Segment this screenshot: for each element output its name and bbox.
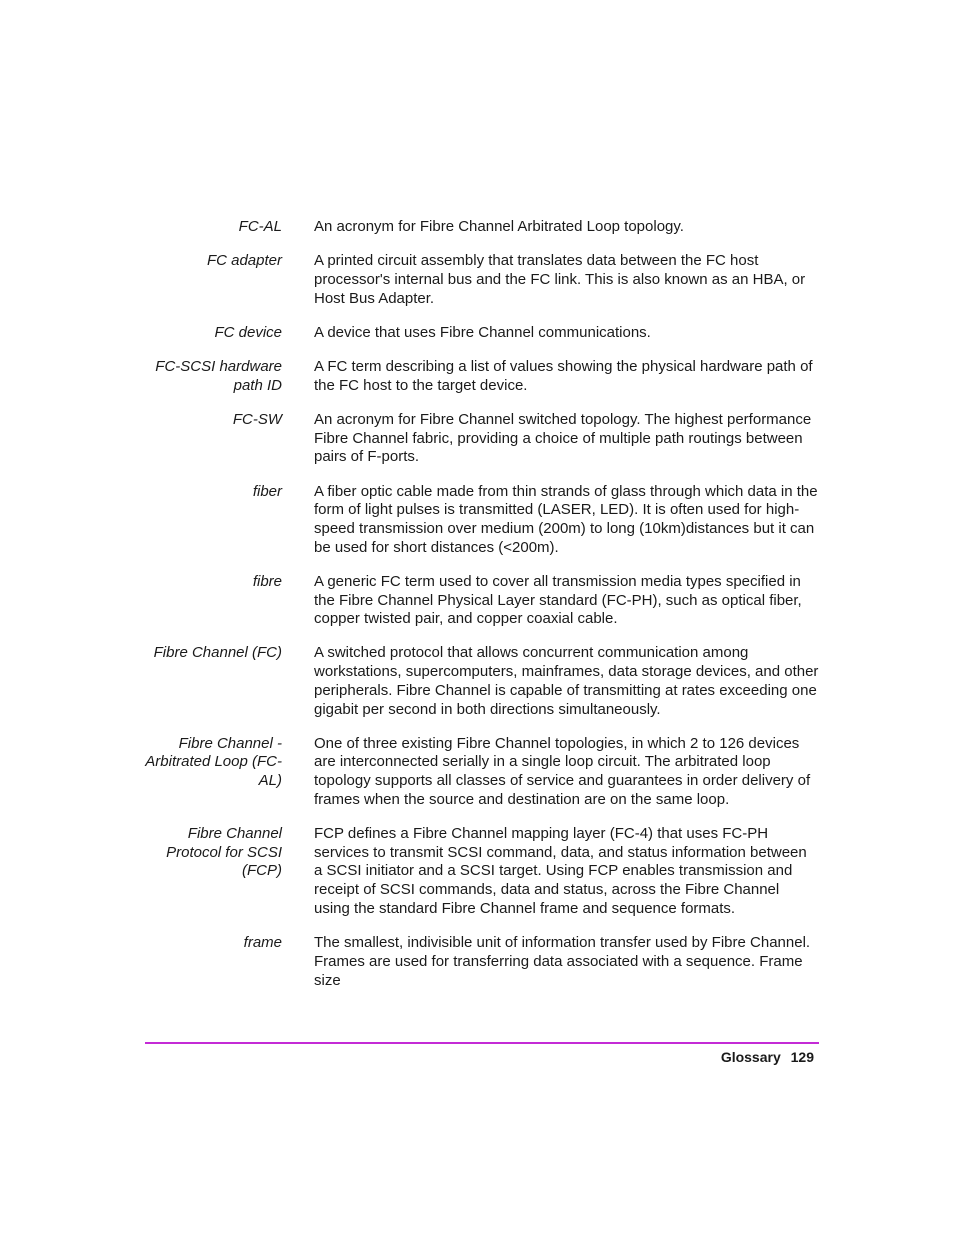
glossary-term: FC adapter [206, 252, 282, 270]
glossary-entry [0, 218, 954, 237]
glossary-definition: The smallest, indivisible unit of information transfer used by Fibre Channel. Frames are used for transferring data associated with a sequence. Frame size [314, 934, 811, 989]
page-footer [721, 1049, 814, 1065]
glossary-term: FC-AL [238, 218, 282, 235]
glossary-entry [0, 644, 954, 719]
glossary-entry [0, 573, 954, 629]
glossary-entry [0, 825, 954, 919]
glossary-entry [0, 358, 954, 395]
glossary-term: FC device [214, 323, 282, 341]
glossary-term: Fibre Channel - Arbitrated Loop (FC-AL) [145, 734, 282, 790]
glossary-term: fiber [252, 482, 282, 500]
glossary-term: Fibre Channel (FC) [153, 644, 282, 662]
glossary-definition: A device that uses Fibre Channel communications. [314, 323, 651, 341]
footer-divider [145, 1042, 819, 1044]
glossary-list [0, 218, 954, 1006]
glossary-definition: An acronym for Fibre Channel switched topology. The highest performance Fibre Channel fabric, providing a choice of multiple path routings between pairs of F-ports. [314, 410, 812, 466]
glossary-definition: FCP defines a Fibre Channel mapping layer (FC-4) that uses FC-PH services to transmit SCSI command, data, and status information between a SCSI initiator and a SCSI target. Using FCP enables transmission and receipt of SCSI commands, data and status, across the Fibre Channel using the standard Fibre Channel frame and sequence formats. [314, 825, 807, 917]
glossary-definition: One of three existing Fibre Channel topologies, in which 2 to 126 devices are interconnected serially in a single loop circuit. The arbitrated loop topology supports all classes of service and guarantees in order delivery of frames when the source and destination are on the same loop. [314, 734, 811, 808]
page-number: 129 [790, 1049, 814, 1065]
glossary-term: FC-SW [232, 410, 282, 428]
glossary-entry [0, 483, 954, 558]
glossary-entry [0, 411, 954, 467]
glossary-definition: A FC term describing a list of values showing the physical hardware path of the FC host to the target device. [314, 358, 813, 394]
glossary-term: fibre [252, 572, 282, 590]
glossary-term: Fibre Channel Protocol for SCSI (FCP) [166, 825, 282, 880]
glossary-entry [0, 735, 954, 810]
glossary-term: FC-SCSI hardware path ID [155, 358, 282, 394]
glossary-entry [0, 324, 954, 343]
glossary-definition: A fiber optic cable made from thin strands of glass through which data in the form of light pulses is transmitted (LASER, LED). It is often used for high-speed transmission over medium (200m) to long (10km)distances but it can be used for short distances (<200m). [314, 482, 818, 556]
glossary-definition: An acronym for Fibre Channel Arbitrated Loop topology. [314, 218, 684, 235]
glossary-entry [0, 934, 954, 990]
glossary-definition: A switched protocol that allows concurrent communication among workstations, supercomputers, mainframes, data storage devices, and other peripherals. Fibre Channel is capable of transmitting at rates exceeding one gigabit per second in both directions simultaneously. [314, 644, 819, 718]
glossary-term: frame [243, 934, 282, 952]
glossary-entry [0, 252, 954, 308]
glossary-definition: A printed circuit assembly that translates data between the FC host processor's internal bus and the FC link. This is also known as an HBA, or Host Bus Adapter. [314, 252, 806, 307]
glossary-definition: A generic FC term used to cover all transmission media types specified in the Fibre Channel Physical Layer standard (FC-PH), such as optical fiber, copper twisted pair, and copper coaxial cable. [314, 572, 802, 628]
footer-section-label: Glossary [720, 1049, 781, 1065]
